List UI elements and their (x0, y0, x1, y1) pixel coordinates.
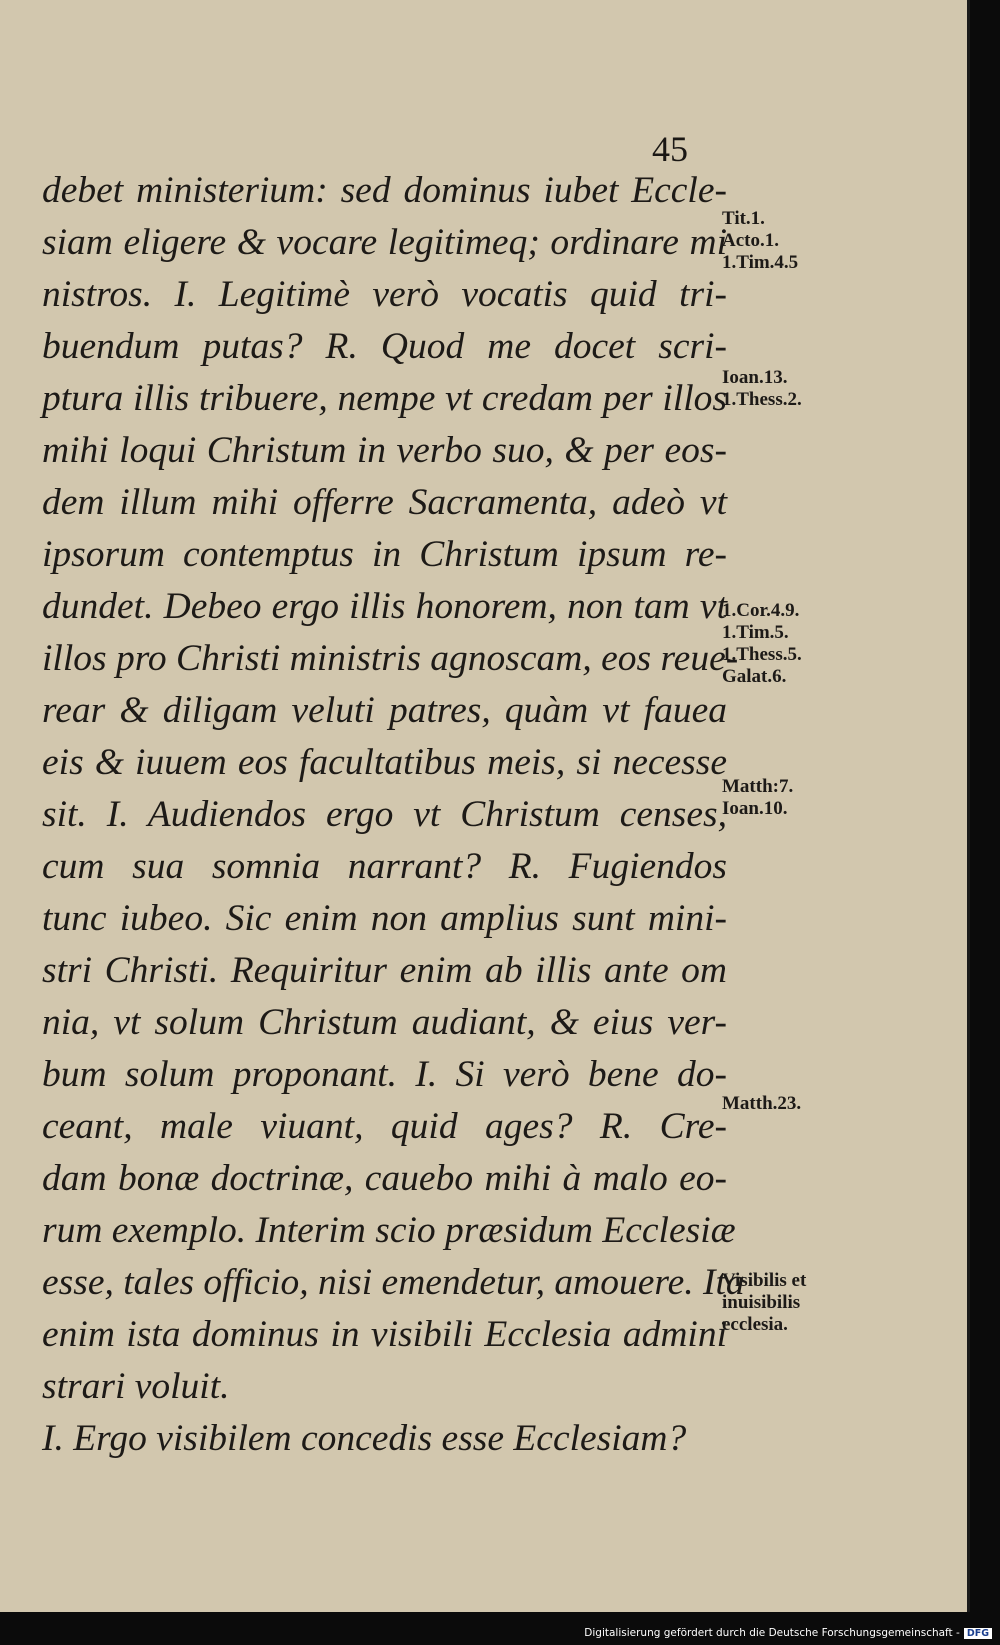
text-line: ptura illis tribuere, nempe vt credam per illos (42, 378, 727, 419)
margin-note (722, 600, 852, 688)
margin-note-line: ecclesia. (722, 1314, 788, 1335)
margin-note-line: 1.Thess.2. (722, 389, 802, 410)
margin-note-line: 1.Tim.5. (722, 622, 789, 643)
text-line: nistros. I. Legitimè verò vocatis quid tri- (42, 274, 727, 315)
digitization-credit (584, 1627, 992, 1639)
text-line: sit. I. Audiendos ergo vt Christum censes, (42, 794, 727, 835)
text-line: I. Ergo visibilem concedis esse Ecclesiam? (42, 1418, 687, 1459)
text-line: stri Christi. Requiritur enim ab illis ante om (42, 950, 727, 991)
text-line: rum exemplo. Interim scio præsidum Ecclesiæ (42, 1210, 736, 1251)
margin-note-line: Tit.1. (722, 208, 765, 229)
margin-note-line: Acto.1. (722, 230, 779, 251)
margin-note-line: 1.Tim.4.5 (722, 252, 799, 273)
text-line: esse, tales officio, nisi emendetur, amouere. Ita (42, 1262, 745, 1303)
credit-text: Digitalisierung gefördert durch die Deutsche Forschungsgemeinschaft - (584, 1627, 960, 1639)
text-line: eis & iuuem eos facultatibus meis, si necesse (42, 742, 727, 783)
text-line: dem illum mihi offerre Sacramenta, adeò vt (42, 482, 727, 523)
margin-note-line: Galat.6. (722, 666, 787, 687)
margin-note-line: 1.Thess.5. (722, 644, 802, 665)
text-line: dam bonæ doctrinæ, cauebo mihi à malo eo- (42, 1158, 727, 1199)
margin-note (722, 1093, 852, 1115)
text-line: debet ministerium: sed dominus iubet Eccle- (42, 170, 727, 211)
margin-note (722, 367, 852, 411)
text-line: buendum putas? R. Quod me docet scri- (42, 326, 727, 367)
text-line: bum solum proponant. I. Si verò bene do- (42, 1054, 727, 1095)
text-line: dundet. Debeo ergo illis honorem, non tam vt (42, 586, 727, 627)
text-line: illos pro Christi ministris agnoscam, eos reue- (42, 638, 739, 679)
margin-note-line: 1.Cor.4.9. (722, 600, 800, 621)
margin-note (722, 776, 852, 820)
text-line: nia, vt solum Christum audiant, & eius ver- (42, 1002, 727, 1043)
page-number: 45 (652, 129, 688, 169)
margin-note-line: Ioan.10. (722, 798, 788, 819)
margin-note (722, 1270, 852, 1336)
text-line: ipsorum contemptus in Christum ipsum re- (42, 534, 727, 575)
margin-note (722, 208, 852, 274)
text-line: siam eligere & vocare legitimeq; ordinare mi (42, 222, 727, 263)
margin-note-line: inuisibilis (722, 1292, 801, 1313)
text-line: ceant, male viuant, quid ages? R. Cre- (42, 1106, 727, 1147)
margin-note-line: Matth:7. (722, 776, 794, 797)
text-line: rear & diligam veluti patres, quàm vt fauea (42, 690, 727, 731)
text-line: cum sua somnia narrant? R. Fugiendos (42, 846, 727, 887)
text-line: enim ista dominus in visibili Ecclesia admini (42, 1314, 727, 1355)
text-line: mihi loqui Christum in verbo suo, & per eos- (42, 430, 727, 471)
margin-note-line: Ioan.13. (722, 367, 788, 388)
dfg-logo: DFG (964, 1628, 992, 1639)
margin-note-line: Visibilis et (722, 1270, 807, 1291)
text-line: tunc iubeo. Sic enim non amplius sunt mini- (42, 898, 727, 939)
text-line: strari voluit. (42, 1366, 230, 1407)
margin-note-line: Matth.23. (722, 1093, 802, 1114)
